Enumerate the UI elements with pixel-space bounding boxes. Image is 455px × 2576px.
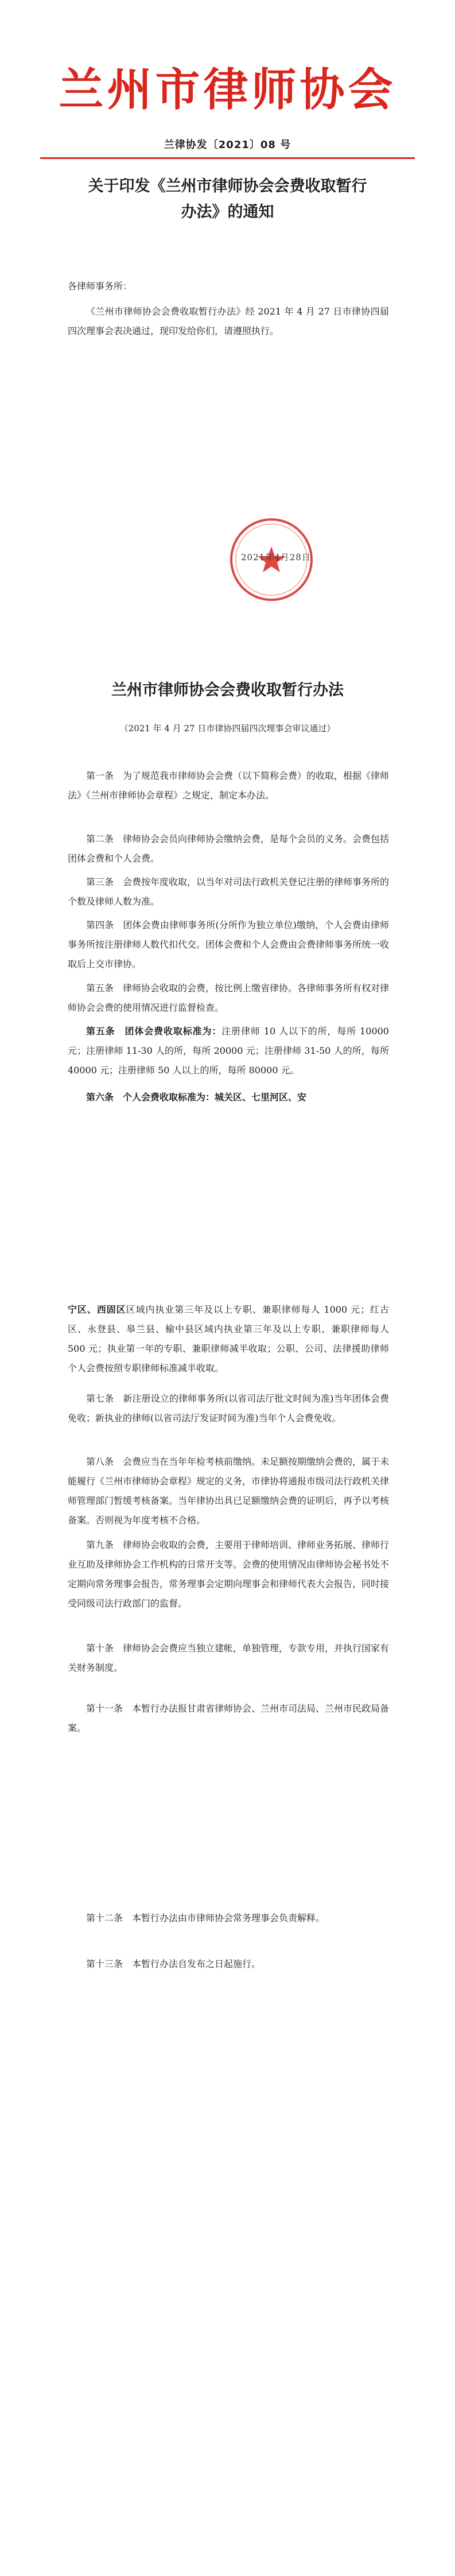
article-6	[68, 1022, 389, 1080]
article-7-districts: 宁区、西固区	[68, 1304, 126, 1315]
article-7-body: 区域内执业第三年及以上专职、兼职律师每人 1000 元；红古区、永登县、皋兰县、榆中县区域内执业第三年及以上专职、兼职律师每人 500 元；执业第一年的专职、兼职律师减半收取；公职、公司、法律援助律师个人会费按照专职律师标准减半收取。	[68, 1304, 389, 1374]
article-3: 第三条 会费按年度收取，以当年对司法行政机关登记注册的律师事务所的个数及律师人数为准。	[68, 876, 390, 907]
article-11: 第十条 律师协会会费应当独立建帐，单独管理，专款专用，并执行国家有关财务制度。	[68, 1643, 390, 1673]
rules-title: 兰州市律师协会会费收取暂行办法	[111, 681, 344, 699]
article-6-body: 注册律师 10 人以下的所，每所 10000 元；注册律师 11-30 人的所，每所 20000 元；注册律师 31-50 人的所，每所 40000 元；注册律师 50 人以上的所，每所 80000 元。	[68, 1026, 389, 1076]
notice-body: 《兰州市律师协会会费收取暂行办法》经 2021 年 4 月 27 日市律协四届四次理事会表决通过，现印发给你们，请遵照执行。	[68, 306, 389, 336]
notice-date: 2021年4月28日	[241, 552, 311, 562]
document-number: 兰律协发〔2021〕08 号	[164, 139, 291, 151]
article-13: 第十二条 本暂行办法由市律师协会常务理事会负责解释。	[86, 1912, 325, 1923]
article-7-label: 第六条 个人会费收取标准为：城关区、七里河区、安	[86, 1092, 307, 1103]
article-5: 第五条 律师协会收取的会费，按比例上缴省律协。各律师事务所有权对律师协会会费的使用情况进行监督检查。	[68, 983, 390, 1013]
notice-salutation: 各律师事务所：	[68, 281, 133, 292]
article-4: 第四条 团体会费由律师事务所(分所作为独立单位)缴纳，个人会费由律师事务所按注册律师人数代扣代交。团体会费和个人会费由会费律师事务所统一收取后上交市律协。	[68, 920, 390, 969]
article-1: 第一条 为了规范我市律师协会会费（以下简称会费）的收取，根据《律师法》《兰州市律师协会章程》之规定，制定本办法。	[68, 770, 390, 801]
article-8: 第七条 新注册设立的律师事务所(以省司法厅批文时间为准)当年团体会费免收；新执业的律师(以省司法厅发证时间为准)当年个人会费免收。	[68, 1393, 389, 1423]
red-divider-line	[40, 157, 415, 159]
article-14: 第十三条 本暂行办法自发布之日起施行。	[86, 1958, 261, 1969]
notice-title	[52, 173, 403, 225]
article-6-label: 第五条 团体会费收取标准为：	[86, 1026, 222, 1037]
org-masthead: 兰州市律师协会	[59, 64, 396, 116]
article-2: 第二条 律师协会会员向律师协会缴纳会费，是每个会员的义务。会费包括团体会费和个人会费。	[68, 833, 390, 864]
rules-subtitle: （2021 年 4 月 27 日市律协四届四次理事会审议通过）	[119, 723, 336, 734]
article-9: 第八条 会费应当在当年年检考核前缴纳。未足额按期缴纳会费的，属于未能履行《兰州市律师协会章程》规定的义务，市律协将通报市级司法行政机关律师管理部门暂缓考核备案。当年律协出具已足额缴纳会费的证明后，再予以考核备案。否则视为年度考核不合格。	[68, 1456, 390, 1526]
notice-title-line1: 关于印发《兰州市律师协会会费收取暂行	[88, 177, 367, 195]
article-12: 第十一条 本暂行办法报甘肃省律师协会、兰州市司法局、兰州市民政局备案。	[68, 1703, 390, 1733]
notice-title-line2: 办法》的通知	[181, 203, 274, 221]
article-10: 第九条 律师协会收取的会费，主要用于律师培训、律师业务拓展、律师行业互助及律师协会工作机构的日常开支等。会费的使用情况由律师协会秘书处不定期向常务理事会报告，常务理事会定期向理事会和律师代表大会报告，同时接受同级司法行政部门的监督。	[68, 1539, 390, 1609]
article-7-continued	[68, 1300, 389, 1378]
